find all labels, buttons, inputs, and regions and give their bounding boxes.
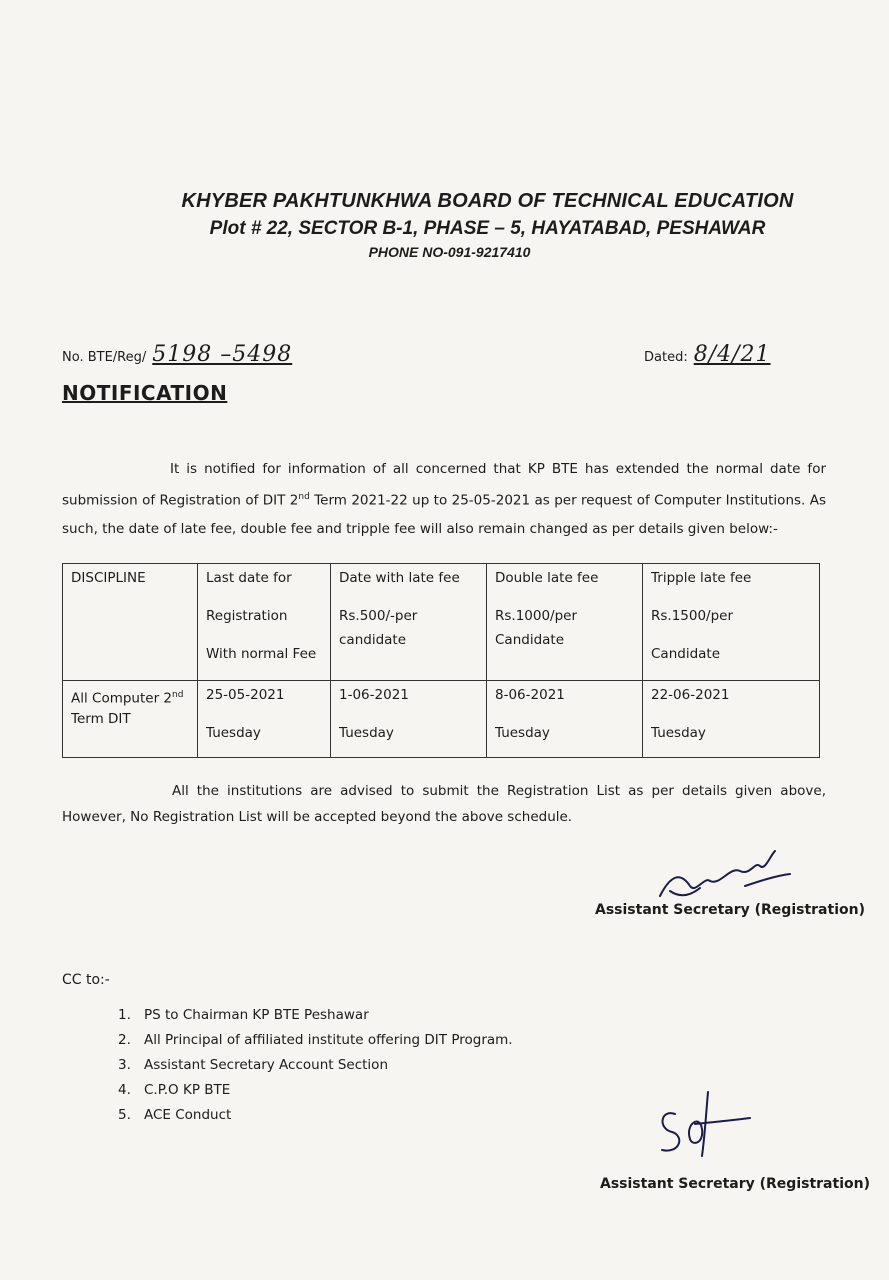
cc-text: Assistant Secretary Account Section [144,1057,389,1073]
advice-paragraph: All the institutions are advised to submit the Registration List as per details given above, However, No Registration List will be accepted beyond the above schedule. [62,783,826,825]
cc-text: All Principal of affiliated institute offering DIT Program. [144,1032,513,1048]
date-label: Dated: [644,350,688,365]
header-text: With normal Fee [206,646,317,662]
header-cell-discipline [63,564,198,681]
cc-number: 5. [118,1107,131,1123]
header-cell-tripple-fee [643,564,820,681]
discipline-sup: nd [172,690,184,700]
signatory-1-title: Assistant Secretary (Registration) [595,902,865,918]
discipline-text [71,685,189,709]
header-cell-double-fee [487,564,643,681]
header-text: candidate [339,632,407,648]
cell-date: 8-06-2021 [495,687,565,703]
header-text: Rs.1000/per [495,608,578,624]
list-item [118,1103,513,1128]
table-header-row [63,564,820,681]
header-text: Rs.1500/per [651,608,734,624]
date-handwritten: 8/4/21 [693,342,771,367]
cc-text: PS to Chairman KP BTE Peshawar [144,1007,369,1023]
discipline-text-a: All Computer 2 [71,690,173,707]
header-text: Last date for [206,570,292,586]
cell-date: 22-06-2021 [651,687,730,703]
list-item [118,1053,513,1078]
list-item [118,1003,513,1028]
cc-list [118,1003,513,1128]
cell-day: Tuesday [339,725,394,741]
row-cell-late-fee [331,681,487,758]
reference-number [62,342,292,367]
intro-paragraph [62,455,826,543]
board-address: Plot # 22, SECTOR B-1, PHASE – 5, HAYATABAD, PESHAWAR [209,218,766,239]
header-text: Tripple late fee [651,570,752,586]
cell-date: 1-06-2021 [339,687,409,703]
row-cell-discipline [63,681,198,758]
table-row [63,681,820,758]
signatory-2-title: Assistant Secretary (Registration) [600,1176,870,1192]
discipline-text-b: Term DIT [71,711,131,727]
notification-title: NOTIFICATION [62,381,228,405]
header-cell-late-fee [331,564,487,681]
board-name: KHYBER PAKHTUNKHWA BOARD OF TECHNICAL EDUCATION [181,190,794,212]
row-cell-double-fee [487,681,643,758]
row-cell-tripple-fee [643,681,820,758]
signature-2-image [650,1084,760,1164]
intro-text-1: It is notified for information of all concerned that KP BTE has extended the normal date for submission of Registration of DIT 2 [62,461,826,509]
header-cell-last-date [198,564,331,681]
header-text: Date with late fee [339,570,460,586]
cell-day: Tuesday [206,725,261,741]
board-phone: PHONE NO-091-9217410 [368,244,531,260]
reference-label: No. BTE/Reg/ [62,350,147,365]
cc-number: 4. [118,1082,131,1098]
date-line [644,342,771,367]
cc-label: CC to:- [62,972,110,988]
cc-text: ACE Conduct [144,1107,232,1123]
reference-handwritten: 5198 –5498 [152,342,293,367]
intro-sup: nd [298,492,310,502]
cell-day: Tuesday [495,725,550,741]
list-item [118,1078,513,1103]
signature-1-image [650,836,800,906]
cc-number: 1. [118,1007,131,1023]
fee-schedule-table [62,563,820,758]
header-text: Candidate [495,632,565,648]
cell-date: 25-05-2021 [206,687,285,703]
row-cell-last-date [198,681,331,758]
intro-text-2: Term 2021-22 up to 25-05-2021 as per request of Computer Institutions. As such, the date of late fee, double fee and tripple fee will also remain changed as per details given below:- [62,492,826,537]
header-text: Double late fee [495,570,599,586]
header-text: Rs.500/-per [339,608,418,624]
cell-day: Tuesday [651,725,706,741]
cc-number: 3. [118,1057,131,1073]
cc-text: C.P.O KP BTE [144,1082,231,1098]
header-text: Candidate [651,646,721,662]
list-item [118,1028,513,1053]
header-text: DISCIPLINE [71,570,146,586]
header-text: Registration [206,608,288,624]
cc-number: 2. [118,1032,131,1048]
